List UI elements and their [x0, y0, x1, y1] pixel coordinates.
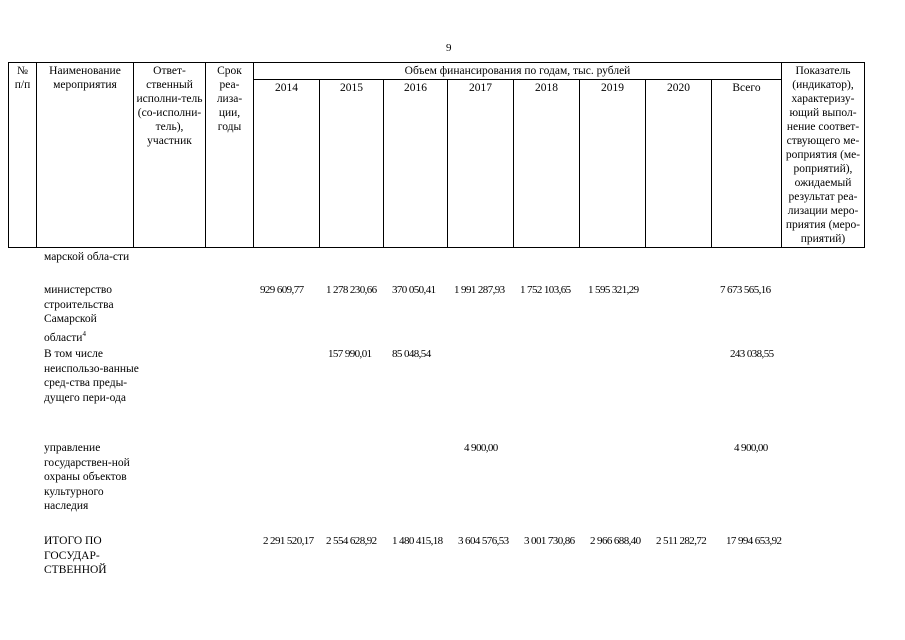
value-total: 17 994 653,92	[726, 535, 782, 547]
funding-table-header	[8, 62, 865, 248]
value-2016: 85 048,54	[392, 348, 431, 360]
header-funding: Объем финансирования по годам, тыс. рублей	[254, 63, 782, 80]
header-term: Срок реа-лиза-ции, годы	[206, 63, 254, 248]
header-year: 2016	[384, 80, 448, 248]
header-no: № п/п	[9, 63, 37, 248]
value-2016: 370 050,41	[392, 284, 436, 296]
row-name: ИТОГО ПО ГОСУДАР-СТВЕННОЙ	[44, 535, 107, 576]
value-2018: 1 752 103,65	[520, 284, 571, 296]
value-2017: 4 900,00	[464, 442, 498, 454]
value-total: 7 673 565,16	[720, 284, 771, 296]
header-year: 2014	[254, 80, 320, 248]
row-name: министерство строительства Самарской области$^4$	[44, 284, 114, 344]
header-year: 2019	[580, 80, 646, 248]
header-total: Всего	[712, 80, 782, 248]
header-year: 2020	[646, 80, 712, 248]
value-total: 4 900,00	[734, 442, 768, 454]
header-executor: Ответ-ственный исполни-тель (со-исполни-тель), участник	[134, 63, 206, 248]
value-2015: 2 554 628,92	[326, 535, 377, 547]
value-2016: 1 480 415,18	[392, 535, 443, 547]
page-number: 9	[446, 42, 452, 54]
row-name: управление государствен-ной охраны объектов культурного наследия	[44, 442, 130, 512]
value-2017: 1 991 287,93	[454, 284, 505, 296]
value-2019: 2 966 688,40	[590, 535, 641, 547]
value-2020: 2 511 282,72	[656, 535, 707, 547]
value-2015: 157 990,01	[328, 348, 372, 360]
row-name: марской обла-сти	[44, 251, 130, 263]
value-2015: 1 278 230,66	[326, 284, 377, 296]
value-2019: 1 595 321,29	[588, 284, 639, 296]
value-2018: 3 001 730,86	[524, 535, 575, 547]
value-2017: 3 604 576,53	[458, 535, 509, 547]
row-name: В том числе неиспользо-ванные сред-ства преды-дущего пери-ода	[44, 348, 139, 404]
header-year: 2015	[320, 80, 384, 248]
value-2014: 929 609,77	[260, 284, 304, 296]
header-year: 2017	[448, 80, 514, 248]
header-name: Наименование мероприятия	[37, 63, 134, 248]
value-2014: 2 291 520,17	[263, 535, 314, 547]
header-year: 2018	[514, 80, 580, 248]
header-indicator: Показатель (индикатор), характеризу-ющий выпол-нение соответ-ствующего ме-роприятия (ме-роприятий), ожидаемый результат реа-лизации меро-приятия (меро-приятий)	[782, 63, 865, 248]
value-total: 243 038,55	[730, 348, 774, 360]
